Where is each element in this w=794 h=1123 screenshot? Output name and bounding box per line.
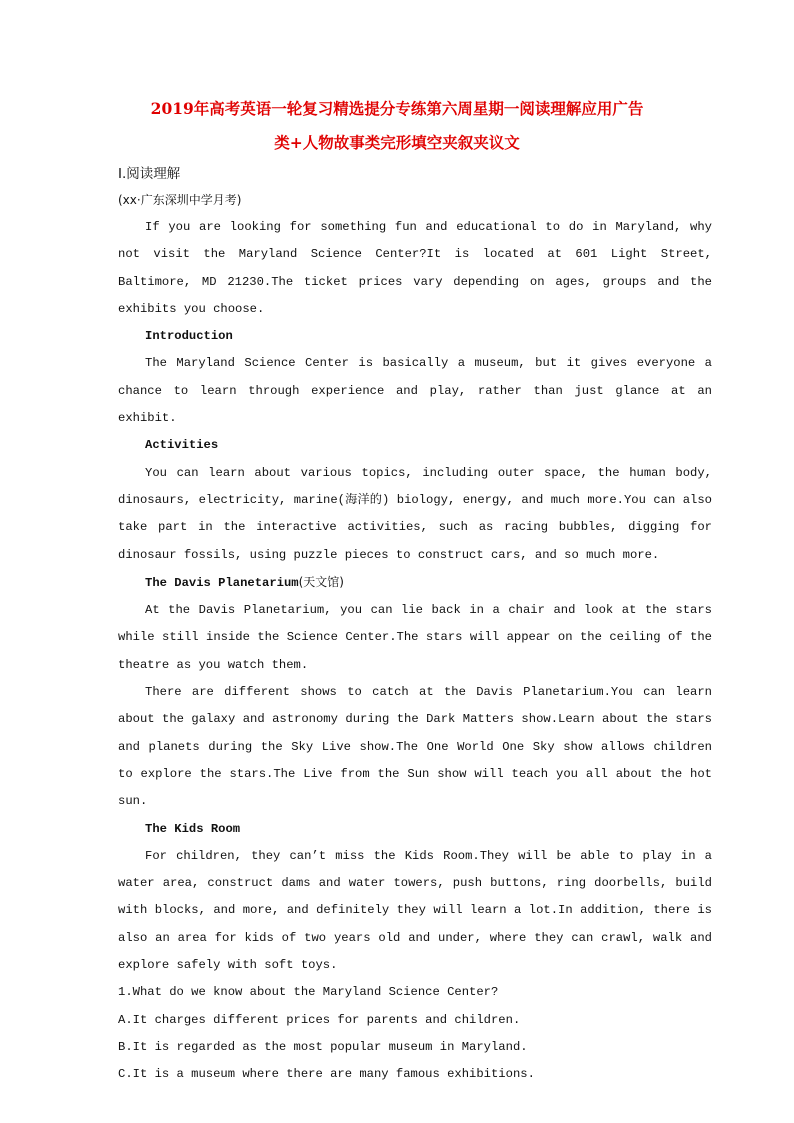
passage-body <box>118 214 712 1089</box>
question-stem: 1.What do we know about the Maryland Science Center? <box>118 985 499 1000</box>
section-title: The Kids Room <box>145 821 241 836</box>
section-heading-planetarium <box>118 569 712 597</box>
section-heading-introduction <box>118 323 712 350</box>
paragraph: The Maryland Science Center is basically a museum, but it gives everyone a chance to learn through experience and play, rather than just glance at an exhibit. <box>118 356 712 426</box>
answer-option-a: A.It charges different prices for parents and children. <box>118 1012 521 1027</box>
section-title: Activities <box>145 438 219 453</box>
paragraph: There are different shows to catch at the Davis Planetarium.You can learn about the galaxy and astronomy during the Dark Matters show.Learn about the stars and planets during the Sky Live show.The One World One Sky show allows children to explore the stars.The Live from the Sun show will teach you all about the hot sun. <box>118 685 712 809</box>
paragraph: At the Davis Planetarium, you can lie back in a chair and look at the stars while still inside the Science Center.The stars will appear on the ceiling of the theatre as you watch them. <box>118 603 712 672</box>
section-heading: Ⅰ.阅读理解 <box>118 166 181 182</box>
intro-paragraph: If you are looking for something fun and educational to do in Maryland, why not visit the Maryland Science Center?It is located at 601 Light Street, Baltimore, MD 21230.The ticket prices vary depending on ages, groups and the exhibits you choose. <box>118 220 712 316</box>
document-title-line-1: 2019年高考英语一轮复习精选提分专练第六周星期一阅读理解应用广告 <box>150 99 644 118</box>
answer-option-c: C.It is a museum where there are many famous exhibitions. <box>118 1067 535 1082</box>
section-title-gloss: (天文馆) <box>298 574 344 589</box>
section-title: Introduction <box>145 329 233 344</box>
section-heading-kids-room <box>118 816 712 843</box>
section-title: The Davis Planetarium <box>145 575 299 590</box>
answer-option-b: B.It is regarded as the most popular museum in Maryland. <box>118 1039 528 1054</box>
paragraph: You can learn about various topics, including outer space, the human body, dinosaurs, electricity, marine(海洋的) biology, energy, and much more.You can also take part in the interactive activities, such as racing bubbles, digging for dinosaur fossils, using puzzle pieces to construct cars, and so much more. <box>118 465 712 562</box>
source-note: (xx·广东深圳中学月考) <box>118 193 242 207</box>
paragraph: For children, they can’t miss the Kids Room.They will be able to play in a water area, construct dams and water towers, push buttons, ring doorbells, build with blocks, and more, and definitely they will learn a lot.In addition, there is also an area for kids of two years old and under, where they can crawl, walk and explore safely with soft toys. <box>118 848 712 973</box>
section-heading-activities <box>118 432 712 459</box>
document-title-line-2: 类+人物故事类完形填空夹叙夹议文 <box>274 133 520 152</box>
